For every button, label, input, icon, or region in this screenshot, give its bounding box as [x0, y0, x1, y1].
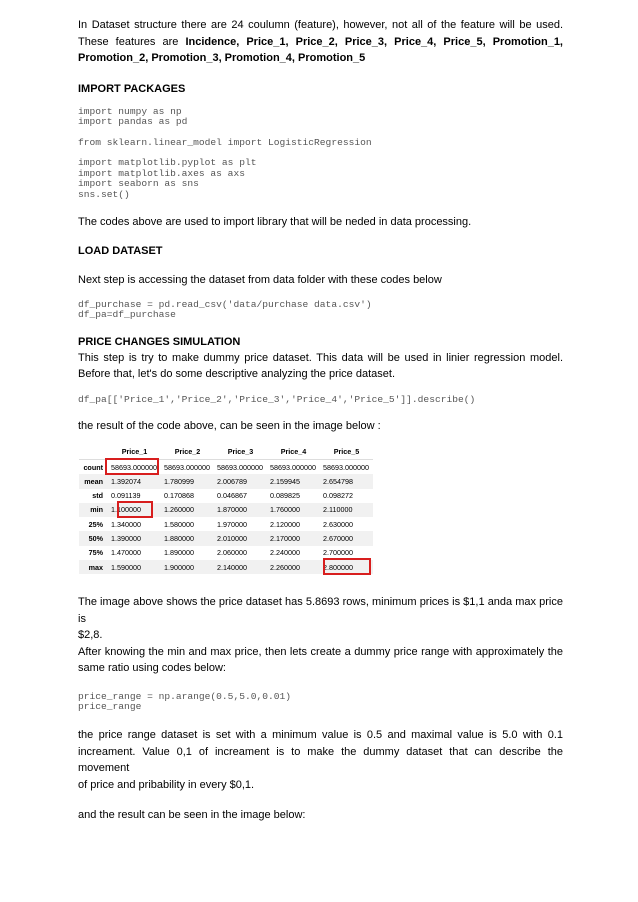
table-cell: 2.260000: [267, 560, 320, 574]
table-cell: 1.870000: [214, 503, 267, 517]
table-cell: 1.890000: [164, 548, 194, 558]
column-header: Price_4: [267, 444, 320, 460]
intro-prefix: These features are: [78, 35, 186, 48]
result-text: the result of the code above, can be seen in the image below :: [78, 420, 381, 433]
document-page: [78, 17, 563, 824]
intro-line-1: In Dataset structure there are 24 coulumn (feature), however, not all of the feature will be used.: [78, 19, 563, 31]
table-cell: 2.159945: [267, 474, 320, 488]
load-code: df_purchase = pd.read_csv('data/purchase data.csv') df_pa=df_purchase: [78, 298, 372, 321]
import-code-3: import matplotlib.pyplot as plt import matplotlib.axes as axs import seaborn as sns sns.set(): [78, 157, 257, 201]
describe-code: df_pa[['Price_1','Price_2','Price_3','Price_4','Price_5']].describe(): [78, 393, 476, 405]
table-cell: 58693.000000: [217, 462, 263, 472]
table-cell: 1.780999: [161, 474, 214, 488]
closing-text: and the result can be seen in the image below:: [78, 809, 306, 821]
summary-line-1: The image above shows the price dataset has 5.8693 rows, minimum prices is $1,1 anda max price is: [78, 596, 563, 625]
table-row: [79, 474, 373, 488]
table-cell: 58693.000000: [270, 462, 316, 472]
table-cell: 2.060000: [217, 548, 247, 558]
table-cell: 1.260000: [161, 503, 214, 517]
row-label: 50%: [79, 531, 108, 545]
table-cell: 0.046867: [217, 491, 247, 501]
table-cell: 2.110000: [320, 503, 373, 517]
row-label: 25%: [88, 519, 103, 529]
highlight-max-box: [323, 558, 371, 575]
load-text: Next step is accessing the dataset from data folder with these codes below: [78, 274, 442, 287]
table-cell: 2.140000: [214, 560, 267, 574]
range-line-2: increament. Value 0,1 of increament is to make the dummy dataset that can describe the movement: [78, 745, 563, 774]
summary-line-3: After knowing the min and max price, then lets create a dummy price range with approximately the: [78, 645, 563, 658]
table-cell: 58693.000000: [323, 462, 369, 472]
table-cell: 1.100000: [108, 503, 161, 517]
intro-line-2: [78, 34, 563, 51]
table-cell: 2.700000: [323, 548, 353, 558]
summary-line-2: $2,8.: [78, 629, 103, 642]
table-cell: 2.170000: [267, 531, 320, 545]
range-code: price_range = np.arange(0.5,5.0,0.01) price_range: [78, 690, 292, 713]
row-label: min: [79, 503, 108, 517]
table-cell: 2.010000: [214, 531, 267, 545]
describe-table-image: [79, 444, 373, 574]
row-label: max: [79, 560, 108, 574]
table-cell: 58693.000000: [164, 462, 210, 472]
column-header: Price_1: [108, 444, 161, 460]
table-cell: 2.006789: [214, 474, 267, 488]
summary-line-4: same ratio using codes below:: [78, 662, 226, 675]
table-cell: 58693.000000: [111, 462, 157, 472]
column-header: Price_2: [161, 444, 214, 460]
table-cell: 2.654798: [320, 474, 373, 488]
column-header: Price_5: [320, 444, 373, 460]
row-label: count: [83, 462, 103, 472]
row-label: 75%: [88, 548, 103, 558]
intro-paragraph: [78, 17, 563, 67]
column-header: Price_3: [214, 444, 267, 460]
range-line-3: of price and pribability in every $0,1.: [78, 778, 255, 791]
import-heading: IMPORT PACKAGES: [78, 82, 186, 95]
table-row: [79, 517, 373, 531]
table-cell: 1.392074: [108, 474, 161, 488]
table-cell: 1.900000: [161, 560, 214, 574]
table-cell: 1.760000: [267, 503, 320, 517]
table-cell: 2.800000: [320, 560, 373, 574]
range-line-1: the price range dataset is set with a minimum value is 0.5 and maximal value is 5.0 with 0.1: [78, 729, 563, 741]
table-cell: 1.590000: [108, 560, 161, 574]
table-cell: 1.580000: [164, 519, 194, 529]
table-cell: 2.240000: [270, 548, 300, 558]
highlight-min-box: [117, 501, 153, 518]
table-cell: 1.880000: [161, 531, 214, 545]
highlight-count-box: [105, 458, 159, 475]
table-cell: 0.089825: [270, 491, 300, 501]
table-cell: 0.170868: [164, 491, 194, 501]
table-cell: 1.340000: [111, 519, 141, 529]
table-corner: [79, 444, 108, 460]
import-note: The codes above are used to import library that will be neded in data processing.: [78, 215, 472, 228]
table-cell: 0.091139: [111, 491, 141, 501]
table-row: [79, 531, 373, 545]
table-cell: 1.970000: [217, 519, 247, 529]
table-cell: 1.390000: [108, 531, 161, 545]
table-cell: 1.470000: [111, 548, 141, 558]
price-text-line-1: This step is try to make dummy price dataset. This data will be used in linier regression model.: [78, 351, 563, 364]
summary-paragraph: [78, 594, 563, 677]
row-label: mean: [79, 474, 108, 488]
load-heading: LOAD DATASET: [78, 245, 163, 258]
feature-list-2: Promotion_2, Promotion_3, Promotion_4, Promotion_5: [78, 52, 366, 64]
feature-list-1: Incidence, Price_1, Price_2, Price_3, Price_4, Price_5, Promotion_1,: [185, 35, 563, 48]
table-cell: 2.120000: [270, 519, 300, 529]
table-cell: 2.630000: [323, 519, 353, 529]
range-paragraph: [78, 727, 563, 793]
row-label: std: [92, 491, 103, 501]
import-code-2: from sklearn.linear_model import LogisticRegression: [78, 136, 372, 148]
import-code-1: import numpy as np import pandas as pd: [78, 105, 188, 128]
table-cell: 0.098272: [323, 491, 353, 501]
price-heading: PRICE CHANGES SIMULATION: [78, 335, 241, 348]
price-text-line-2: Before that, let's do some descriptive analyzing the price dataset.: [78, 368, 395, 381]
table-cell: 2.670000: [320, 531, 373, 545]
